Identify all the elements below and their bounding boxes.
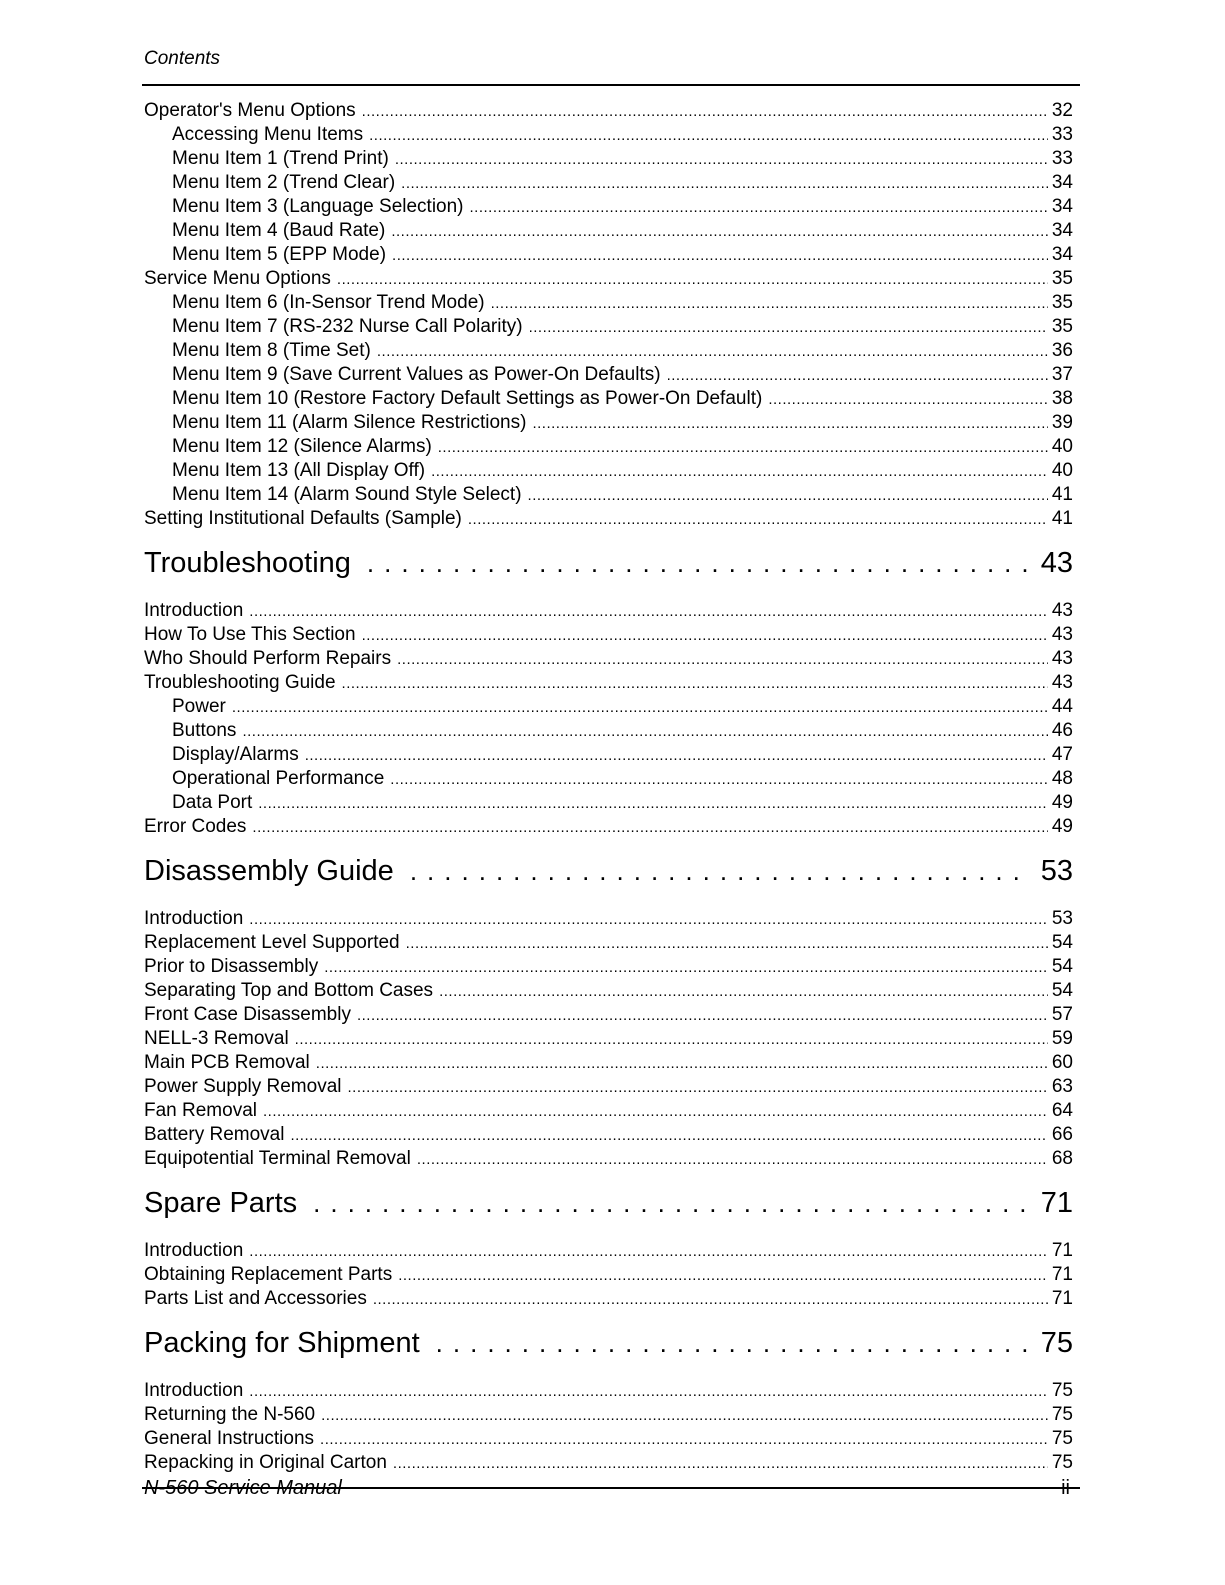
toc-entry-title: Service Menu Options: [144, 268, 331, 289]
toc-entry[interactable]: [144, 1075, 1073, 1099]
toc-entry-page: 64: [1051, 1100, 1073, 1121]
toc-entry-page: 75: [1051, 1380, 1073, 1401]
toc-entry[interactable]: [144, 599, 1073, 623]
toc-entry-title: General Instructions: [144, 1428, 315, 1449]
dot-leader: [242, 720, 1047, 744]
toc-entry-page: 43: [1051, 648, 1073, 669]
toc-entry-page: 34: [1051, 220, 1073, 241]
toc-subentry[interactable]: [144, 791, 1073, 815]
toc-entry-page: 39: [1051, 412, 1073, 433]
toc-entry[interactable]: [144, 507, 1073, 531]
footer-page-number: ii: [1061, 1477, 1070, 1499]
toc-entry-title: Replacement Level Supported: [144, 932, 400, 953]
dot-leader: [398, 1264, 1048, 1288]
toc-subentry[interactable]: [144, 435, 1073, 459]
toc-entry[interactable]: [144, 267, 1073, 291]
dot-leader: [667, 364, 1048, 388]
chapter-title: Disassembly Guide: [144, 855, 394, 887]
dot-leader: [470, 196, 1048, 220]
toc-entry-title: How To Use This Section: [144, 624, 356, 645]
toc-entry-page: 49: [1051, 816, 1073, 837]
toc-subentry[interactable]: [144, 695, 1073, 719]
toc-entry-page: 34: [1051, 172, 1073, 193]
toc-subentry[interactable]: [144, 219, 1073, 243]
toc-entry[interactable]: [144, 1427, 1073, 1451]
toc-entry-title: Who Should Perform Repairs: [144, 648, 392, 669]
dot-leader: [258, 792, 1048, 816]
dot-leader: [367, 545, 1031, 581]
toc-entry-page: 41: [1051, 484, 1073, 505]
toc-entry-page: 60: [1051, 1052, 1073, 1073]
toc-entry-page: 34: [1051, 244, 1073, 265]
toc-entry-title: Introduction: [144, 1240, 244, 1261]
dot-leader: [316, 1052, 1048, 1076]
table-of-contents: [144, 99, 1073, 1475]
toc-entry[interactable]: [144, 1099, 1073, 1123]
toc-entry[interactable]: [144, 1123, 1073, 1147]
toc-entry[interactable]: [144, 1263, 1073, 1287]
toc-entry-title: Data Port: [172, 792, 253, 813]
toc-entry[interactable]: [144, 1051, 1073, 1075]
toc-entry-page: 32: [1051, 100, 1073, 121]
running-head: Contents: [144, 48, 221, 69]
dot-leader: [397, 648, 1048, 672]
toc-entry-title: Operational Performance: [172, 768, 385, 789]
toc-subentry[interactable]: [144, 315, 1073, 339]
toc-entry-page: 59: [1051, 1028, 1073, 1049]
toc-entry-page: 75: [1051, 1428, 1073, 1449]
toc-entry-title: Error Codes: [144, 816, 247, 837]
toc-entry-title: NELL-3 Removal: [144, 1028, 289, 1049]
toc-entry-page: 36: [1051, 340, 1073, 361]
chapter-page: 75: [1040, 1327, 1073, 1359]
toc-subentry[interactable]: [144, 387, 1073, 411]
toc-entry-title: Menu Item 8 (Time Set): [172, 340, 371, 361]
dot-leader: [393, 1452, 1048, 1476]
dot-leader: [362, 624, 1048, 648]
dot-leader: [410, 853, 1031, 889]
toc-entry-title: Obtaining Replacement Parts: [144, 1264, 393, 1285]
toc-entry-title: Battery Removal: [144, 1124, 285, 1145]
chapter-title: Packing for Shipment: [144, 1327, 420, 1359]
toc-entry-title: Introduction: [144, 908, 244, 929]
dot-leader: [305, 744, 1048, 768]
toc-entry[interactable]: [144, 907, 1073, 931]
toc-entry-page: 66: [1051, 1124, 1073, 1145]
toc-subentry[interactable]: [144, 411, 1073, 435]
dot-leader: [313, 1185, 1031, 1221]
toc-entry-title: Front Case Disassembly: [144, 1004, 351, 1025]
dot-leader: [320, 1428, 1048, 1452]
toc-entry[interactable]: [144, 1287, 1073, 1311]
dot-leader: [532, 412, 1047, 436]
toc-entry-title: Menu Item 1 (Trend Print): [172, 148, 389, 169]
chapter-title: Spare Parts: [144, 1187, 298, 1219]
toc-entry-title: Introduction: [144, 600, 244, 621]
dot-leader: [436, 1325, 1031, 1361]
toc-entry-title: Buttons: [172, 720, 237, 741]
toc-entry-title: Separating Top and Bottom Cases: [144, 980, 434, 1001]
toc-entry-title: Menu Item 14 (Alarm Sound Style Select): [172, 484, 522, 505]
toc-entry-title: Operator's Menu Options: [144, 100, 356, 121]
toc-subentry[interactable]: [144, 743, 1073, 767]
chapter-title: Troubleshooting: [144, 547, 351, 579]
toc-entry-page: 75: [1051, 1452, 1073, 1473]
toc-entry-title: Setting Institutional Defaults (Sample): [144, 508, 462, 529]
toc-subentry[interactable]: [144, 767, 1073, 791]
dot-leader: [362, 100, 1048, 124]
toc-entry-title: Introduction: [144, 1380, 244, 1401]
toc-entry-page: 54: [1051, 956, 1073, 977]
toc-entry-page: 37: [1051, 364, 1073, 385]
dot-leader: [377, 340, 1048, 364]
toc-entry-page: 49: [1051, 792, 1073, 813]
toc-entry[interactable]: [144, 647, 1073, 671]
toc-entry-page: 68: [1051, 1148, 1073, 1169]
toc-subentry[interactable]: [144, 459, 1073, 483]
dot-leader: [252, 816, 1047, 840]
toc-entry-title: Returning the N-560: [144, 1404, 316, 1425]
toc-entry-title: Power Supply Removal: [144, 1076, 342, 1097]
dot-leader: [347, 1076, 1047, 1100]
toc-entry-title: Display/Alarms: [172, 744, 299, 765]
dot-leader: [290, 1124, 1047, 1148]
toc-entry[interactable]: [144, 1027, 1073, 1051]
toc-entry-page: 57: [1051, 1004, 1073, 1025]
toc-chapter-heading[interactable]: [144, 1325, 1073, 1361]
toc-entry-page: 41: [1051, 508, 1073, 529]
dot-leader: [491, 292, 1048, 316]
dot-leader: [373, 1288, 1048, 1312]
toc-entry-title: Menu Item 6 (In-Sensor Trend Mode): [172, 292, 485, 313]
toc-entry-page: 35: [1051, 292, 1073, 313]
toc-entry-page: 40: [1051, 436, 1073, 457]
toc-subentry[interactable]: [144, 291, 1073, 315]
toc-entry-title: Menu Item 5 (EPP Mode): [172, 244, 387, 265]
toc-entry-title: Fan Removal: [144, 1100, 257, 1121]
dot-leader: [249, 1240, 1048, 1264]
toc-entry-page: 48: [1051, 768, 1073, 789]
toc-entry-title: Menu Item 13 (All Display Off): [172, 460, 426, 481]
dot-leader: [395, 148, 1048, 172]
toc-entry-page: 40: [1051, 460, 1073, 481]
dot-leader: [431, 460, 1048, 484]
toc-entry-page: 53: [1051, 908, 1073, 929]
toc-subentry[interactable]: [144, 483, 1073, 507]
dot-leader: [369, 124, 1048, 148]
toc-entry-title: Menu Item 4 (Baud Rate): [172, 220, 386, 241]
toc-entry[interactable]: [144, 955, 1073, 979]
toc-entry-title: Power: [172, 696, 226, 717]
toc-subentry[interactable]: [144, 195, 1073, 219]
toc-entry[interactable]: [144, 1003, 1073, 1027]
toc-entry-title: Menu Item 7 (RS-232 Nurse Call Polarity): [172, 316, 523, 337]
toc-entry[interactable]: [144, 1239, 1073, 1263]
toc-chapter-heading[interactable]: [144, 1185, 1073, 1221]
dot-leader: [324, 956, 1048, 980]
dot-leader: [249, 600, 1048, 624]
dot-leader: [263, 1100, 1048, 1124]
dot-leader: [321, 1404, 1048, 1428]
toc-entry-page: 43: [1051, 600, 1073, 621]
dot-leader: [249, 1380, 1048, 1404]
toc-entry-title: Equipotential Terminal Removal: [144, 1148, 411, 1169]
toc-entry-title: Menu Item 3 (Language Selection): [172, 196, 464, 217]
dot-leader: [249, 908, 1048, 932]
toc-entry-page: 71: [1051, 1240, 1073, 1261]
header-rule: [142, 84, 1080, 86]
toc-entry[interactable]: [144, 1379, 1073, 1403]
toc-subentry[interactable]: [144, 243, 1073, 267]
toc-entry-page: 34: [1051, 196, 1073, 217]
dot-leader: [438, 436, 1048, 460]
toc-entry-page: 46: [1051, 720, 1073, 741]
dot-leader: [529, 316, 1048, 340]
toc-entry[interactable]: [144, 671, 1073, 695]
dot-leader: [417, 1148, 1048, 1172]
toc-entry-page: 44: [1051, 696, 1073, 717]
toc-entry-title: Parts List and Accessories: [144, 1288, 367, 1309]
dot-leader: [342, 672, 1048, 696]
toc-entry-title: Troubleshooting Guide: [144, 672, 336, 693]
dot-leader: [768, 388, 1048, 412]
dot-leader: [439, 980, 1048, 1004]
dot-leader: [401, 172, 1048, 196]
toc-entry[interactable]: [144, 1147, 1073, 1171]
toc-entry-page: 43: [1051, 672, 1073, 693]
toc-entry-title: Menu Item 9 (Save Current Values as Power-On Defaults): [172, 364, 661, 385]
dot-leader: [357, 1004, 1048, 1028]
toc-entry-title: Accessing Menu Items: [172, 124, 364, 145]
toc-entry[interactable]: [144, 99, 1073, 123]
toc-entry-page: 43: [1051, 624, 1073, 645]
dot-leader: [392, 244, 1048, 268]
toc-entry-page: 75: [1051, 1404, 1073, 1425]
toc-entry-page: 71: [1051, 1264, 1073, 1285]
dot-leader: [337, 268, 1048, 292]
toc-entry-title: Menu Item 12 (Silence Alarms): [172, 436, 432, 457]
toc-subentry[interactable]: [144, 171, 1073, 195]
toc-entry-page: 54: [1051, 932, 1073, 953]
toc-subentry[interactable]: [144, 147, 1073, 171]
dot-leader: [390, 768, 1048, 792]
toc-entry-page: 63: [1051, 1076, 1073, 1097]
toc-entry[interactable]: [144, 815, 1073, 839]
toc-subentry[interactable]: [144, 719, 1073, 743]
toc-entry-page: 54: [1051, 980, 1073, 1001]
toc-entry-title: Prior to Disassembly: [144, 956, 319, 977]
toc-entry-title: Menu Item 10 (Restore Factory Default Settings as Power-On Default): [172, 388, 763, 409]
chapter-page: 53: [1040, 855, 1073, 887]
dot-leader: [468, 508, 1048, 532]
toc-entry[interactable]: [144, 1403, 1073, 1427]
dot-leader: [391, 220, 1048, 244]
toc-entry-page: 35: [1051, 316, 1073, 337]
toc-entry-title: Menu Item 2 (Trend Clear): [172, 172, 396, 193]
toc-entry-page: 71: [1051, 1288, 1073, 1309]
toc-entry[interactable]: [144, 979, 1073, 1003]
toc-entry-page: 33: [1051, 148, 1073, 169]
toc-entry-page: 33: [1051, 124, 1073, 145]
chapter-page: 71: [1040, 1187, 1073, 1219]
toc-entry-page: 47: [1051, 744, 1073, 765]
dot-leader: [232, 696, 1048, 720]
toc-subentry[interactable]: [144, 123, 1073, 147]
chapter-page: 43: [1040, 547, 1073, 579]
toc-entry[interactable]: [144, 1451, 1073, 1475]
dot-leader: [295, 1028, 1048, 1052]
toc-entry[interactable]: [144, 931, 1073, 955]
toc-chapter-heading[interactable]: [144, 545, 1073, 581]
footer-manual-title: N-560 Service Manual: [144, 1477, 342, 1499]
toc-entry-title: Repacking in Original Carton: [144, 1452, 387, 1473]
toc-subentry[interactable]: [144, 339, 1073, 363]
toc-entry-title: Menu Item 11 (Alarm Silence Restrictions): [172, 412, 527, 433]
toc-entry[interactable]: [144, 623, 1073, 647]
dot-leader: [406, 932, 1048, 956]
toc-chapter-heading[interactable]: [144, 853, 1073, 889]
toc-entry-page: 38: [1051, 388, 1073, 409]
toc-subentry[interactable]: [144, 363, 1073, 387]
toc-entry-title: Main PCB Removal: [144, 1052, 310, 1073]
toc-entry-page: 35: [1051, 268, 1073, 289]
dot-leader: [528, 484, 1048, 508]
